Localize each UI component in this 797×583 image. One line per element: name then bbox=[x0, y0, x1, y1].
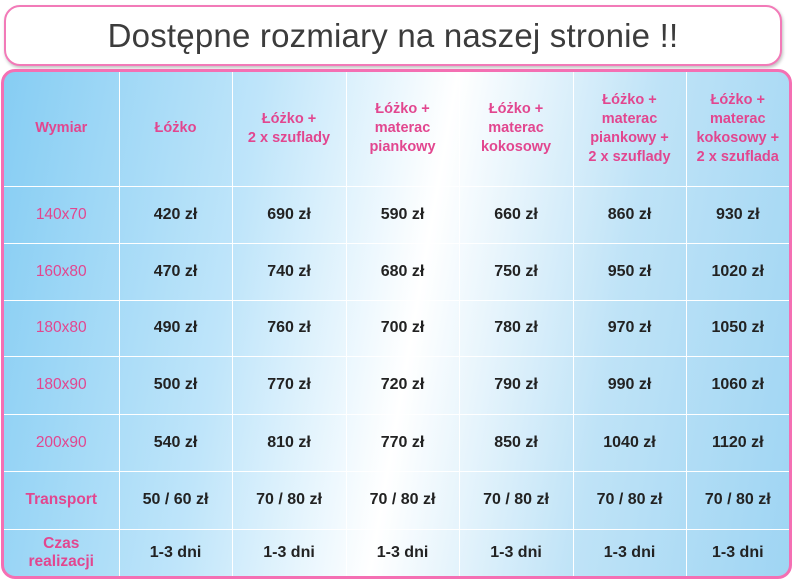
transport-cell: 70 / 80 zł bbox=[459, 471, 573, 529]
price-cell: 1050 zł bbox=[686, 300, 789, 356]
price-cell: 950 zł bbox=[573, 243, 686, 300]
page-title: Dostępne rozmiary na naszej stronie !! bbox=[107, 16, 679, 54]
price-cell: 740 zł bbox=[232, 243, 346, 300]
price-cell: 660 zł bbox=[459, 186, 573, 243]
price-cell: 970 zł bbox=[573, 300, 686, 356]
lead-time-cell: 1-3 dni bbox=[459, 529, 573, 576]
row-label: 180x80 bbox=[4, 300, 119, 356]
transport-cell: 70 / 80 zł bbox=[573, 471, 686, 529]
title-banner bbox=[4, 5, 782, 66]
price-table-container bbox=[1, 69, 792, 579]
transport-cell: 70 / 80 zł bbox=[686, 471, 789, 529]
row-label: Transport bbox=[4, 471, 119, 529]
table-row bbox=[4, 414, 789, 471]
header-cell-bed-drawers: Łóżko + 2 x szuflady bbox=[232, 72, 346, 186]
row-label: 180x90 bbox=[4, 356, 119, 414]
price-cell: 780 zł bbox=[459, 300, 573, 356]
row-label: Czas realizacji bbox=[4, 529, 119, 576]
price-cell: 1020 zł bbox=[686, 243, 789, 300]
price-cell: 540 zł bbox=[119, 414, 232, 471]
price-cell: 760 zł bbox=[232, 300, 346, 356]
lead-time-cell: 1-3 dni bbox=[573, 529, 686, 576]
table-row-lead-time bbox=[4, 529, 789, 576]
row-label: 200x90 bbox=[4, 414, 119, 471]
table-row bbox=[4, 186, 789, 243]
price-cell: 790 zł bbox=[459, 356, 573, 414]
price-cell: 750 zł bbox=[459, 243, 573, 300]
price-cell: 770 zł bbox=[346, 414, 459, 471]
lead-time-cell: 1-3 dni bbox=[119, 529, 232, 576]
header-cell-bed-foam: Łóżko + materac piankowy bbox=[346, 72, 459, 186]
price-cell: 690 zł bbox=[232, 186, 346, 243]
table-row bbox=[4, 300, 789, 356]
header-cell-bed-foam-drawers: Łóżko + materac piankowy + 2 x szuflady bbox=[573, 72, 686, 186]
price-cell: 490 zł bbox=[119, 300, 232, 356]
price-cell: 500 zł bbox=[119, 356, 232, 414]
transport-cell: 70 / 80 zł bbox=[232, 471, 346, 529]
table-row bbox=[4, 243, 789, 300]
lead-time-cell: 1-3 dni bbox=[686, 529, 789, 576]
table-row bbox=[4, 356, 789, 414]
row-label: 160x80 bbox=[4, 243, 119, 300]
header-cell-bed: Łóżko bbox=[119, 72, 232, 186]
price-cell: 860 zł bbox=[573, 186, 686, 243]
header-cell-bed-coconut: Łóżko + materac kokosowy bbox=[459, 72, 573, 186]
price-cell: 990 zł bbox=[573, 356, 686, 414]
lead-time-cell: 1-3 dni bbox=[232, 529, 346, 576]
price-cell: 420 zł bbox=[119, 186, 232, 243]
lead-time-cell: 1-3 dni bbox=[346, 529, 459, 576]
header-cell-dimension: Wymiar bbox=[4, 72, 119, 186]
price-cell: 470 zł bbox=[119, 243, 232, 300]
price-table bbox=[4, 72, 789, 576]
price-cell: 810 zł bbox=[232, 414, 346, 471]
price-cell: 720 zł bbox=[346, 356, 459, 414]
price-cell: 700 zł bbox=[346, 300, 459, 356]
price-cell: 930 zł bbox=[686, 186, 789, 243]
transport-cell: 70 / 80 zł bbox=[346, 471, 459, 529]
row-label: 140x70 bbox=[4, 186, 119, 243]
price-cell: 680 zł bbox=[346, 243, 459, 300]
price-cell: 1120 zł bbox=[686, 414, 789, 471]
table-header-row bbox=[4, 72, 789, 186]
price-cell: 1040 zł bbox=[573, 414, 686, 471]
table-row-transport bbox=[4, 471, 789, 529]
transport-cell: 50 / 60 zł bbox=[119, 471, 232, 529]
price-cell: 850 zł bbox=[459, 414, 573, 471]
price-cell: 590 zł bbox=[346, 186, 459, 243]
price-cell: 1060 zł bbox=[686, 356, 789, 414]
price-cell: 770 zł bbox=[232, 356, 346, 414]
header-cell-bed-coconut-drawers: Łóżko + materac kokosowy + 2 x szuflada bbox=[686, 72, 789, 186]
